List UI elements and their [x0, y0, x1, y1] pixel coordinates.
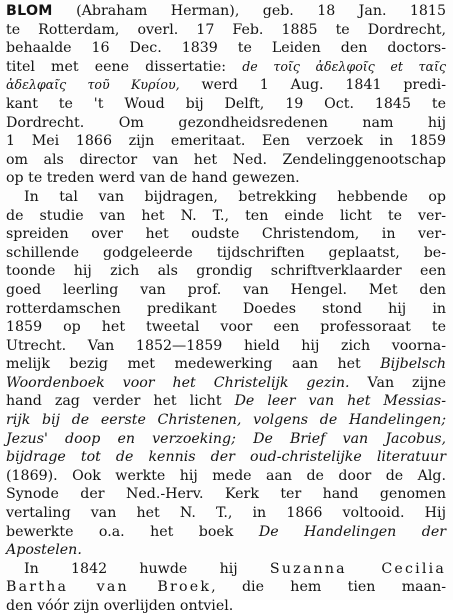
text-line	[6, 578, 446, 597]
text-line	[6, 560, 446, 579]
text-line	[6, 2, 446, 21]
text-run: 1859 op het tweetal voor een professoraat te	[6, 319, 446, 336]
text-run: werd 1 Aug. 1841 predi-	[179, 77, 447, 94]
text-run: (1869). Ook werkte hij mede aan de door de Alg.	[6, 467, 446, 484]
italic-text: Woordenboek voor het Christelijk gezin.	[6, 374, 350, 391]
text-line	[6, 225, 446, 244]
text-run: Synode der Ned.-Herv. Kerk ter hand genomen	[6, 486, 446, 503]
text-run: spreiden over het oudste Christendom, in ver-	[6, 226, 446, 243]
text-run: om als director van het Ned. Zendelinggenootschap	[6, 151, 446, 168]
spaced-name: Suzanna Cecilia	[269, 560, 446, 577]
text-run: Van zijne	[349, 374, 446, 391]
greek-text: ἀδελφαῖς τοῦ Κυρίου,	[6, 77, 180, 93]
text-run: behaalde 16 Dec. 1839 te Leiden den doctors-	[6, 40, 446, 57]
text-line	[6, 300, 446, 319]
text-line	[6, 523, 446, 542]
text-run: In tal van bijdragen, betrekking hebbende op	[24, 188, 446, 205]
text-line	[6, 207, 446, 226]
biographical-entry	[6, 2, 446, 616]
text-run: rotterdamschen predikant Doedes stond hij in	[6, 300, 446, 317]
text-line	[6, 114, 446, 133]
text-line	[6, 169, 446, 188]
text-line	[6, 467, 446, 486]
text-line	[6, 318, 446, 337]
text-line	[6, 281, 446, 300]
italic-text: rijk bij de eerste Christenen, volgens de Handelingen;	[6, 412, 446, 429]
italic-text: De leer van het Messias-	[234, 393, 446, 410]
text-line	[6, 21, 446, 40]
headword: BLOM	[6, 3, 53, 19]
text-line	[6, 95, 446, 114]
text-line	[6, 411, 446, 430]
text-run: titel met eene dissertatie:	[6, 58, 243, 75]
text-run: Utrecht. Van 1852—1859 hield hij zich voorna-	[6, 337, 446, 354]
text-line	[6, 244, 446, 263]
italic-text: De Handelingen der	[258, 523, 447, 540]
text-line	[6, 448, 446, 467]
italic-text: Apostelen.	[6, 542, 82, 559]
italic-text: Bijbelsch	[380, 356, 446, 373]
text-line	[6, 430, 446, 449]
text-line	[6, 504, 446, 523]
text-run: vertaling van het N. T., in 1866 voltooid. Hij	[6, 505, 446, 522]
text-run: te Rotterdam, overl. 17 Feb. 1885 te Dordrecht,	[6, 21, 446, 38]
text-run: hand zag verder het licht	[6, 393, 235, 410]
text-run: den vóór zijn overlijden ontviel.	[6, 598, 234, 614]
text-line	[6, 39, 446, 58]
text-line	[6, 151, 446, 170]
text-line	[6, 262, 446, 281]
text-run: toonde hij zich als grondig schriftverklaarder een	[6, 263, 446, 280]
italic-text: bijdrage tot de kennis der oud-christelijke literatuur	[6, 449, 446, 466]
text-line	[6, 541, 446, 560]
greek-text: de τοῖς ἀδελφοῖς et ταῖς	[242, 58, 446, 74]
text-run: kant te 't Woud bij Delft, 19 Oct. 1845 te	[6, 95, 446, 112]
text-line	[6, 188, 446, 207]
text-line	[6, 58, 446, 77]
text-run: (Abraham Herman), geb. 18 Jan. 1815	[76, 3, 446, 19]
text-run: , die hem tien maan-	[211, 579, 446, 596]
text-line	[6, 355, 446, 374]
text-run: 1 Mei 1866 zijn emeritaat. Een verzoek in 1859	[6, 133, 446, 150]
text-line	[6, 132, 446, 151]
text-run: op te treden werd van de hand gewezen.	[6, 170, 300, 187]
text-line	[6, 76, 446, 95]
text-run: schillende godgeleerde tijdschriften geplaatst, be-	[6, 244, 446, 261]
text-run: de studie van het N. T., ten einde licht te ver-	[6, 207, 446, 224]
text-run: Dordrecht. Om gezondheidsredenen nam hij	[6, 114, 446, 131]
text-line	[6, 485, 446, 504]
text-run: bewerkte o.a. het boek	[6, 523, 259, 540]
text-line	[6, 392, 446, 411]
spaced-name: Bartha van Broek	[6, 579, 212, 596]
text-run: goed leerling van prof. van Hengel. Met den	[6, 281, 446, 298]
text-run: In 1842 huwde hij	[24, 560, 270, 577]
italic-text: Jezus' doop en verzoeking; De Brief van Jacobus,	[6, 430, 446, 447]
text-line	[6, 337, 446, 356]
text-run: melijk bezig met medewerking aan het	[6, 356, 381, 373]
text-line	[6, 374, 446, 393]
